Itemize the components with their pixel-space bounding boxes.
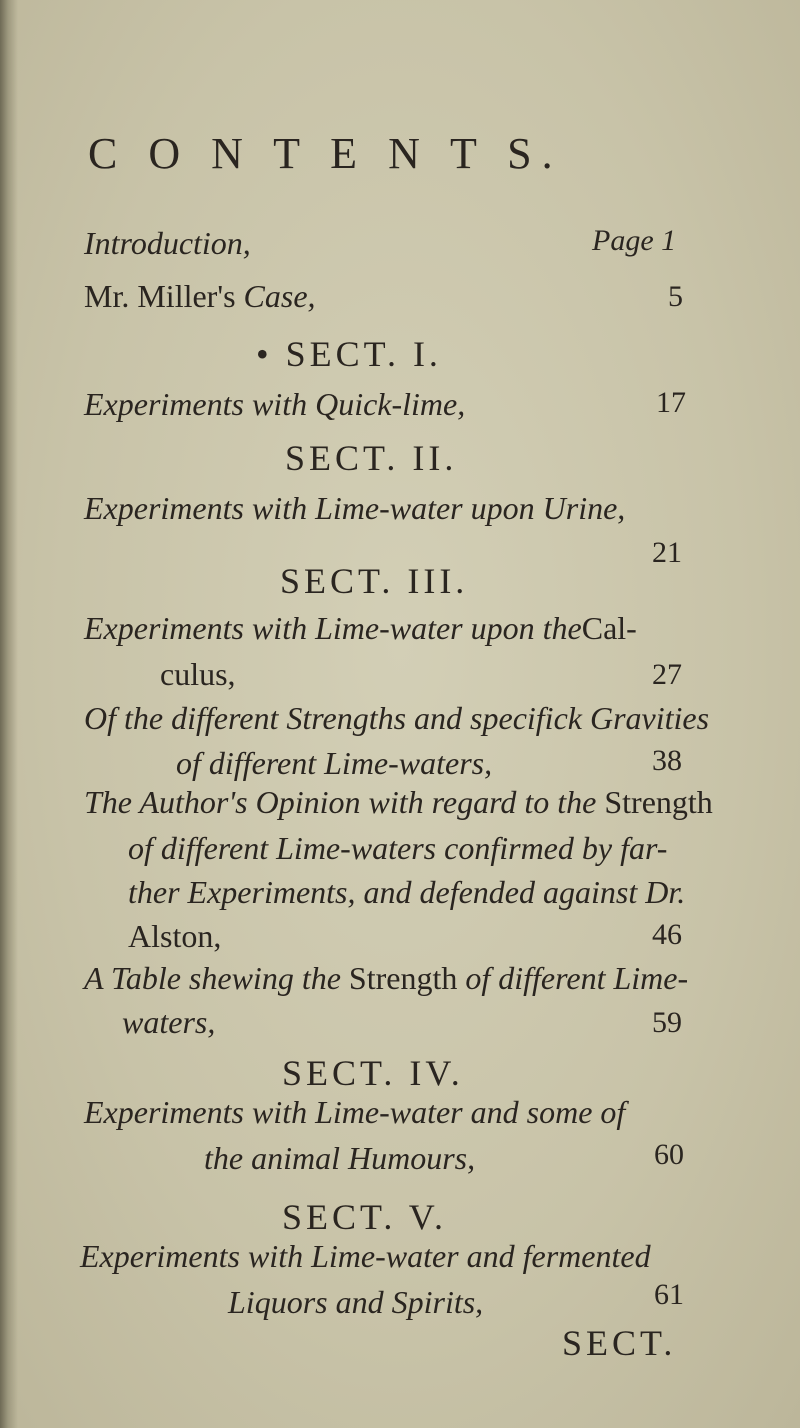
entry-opinion-line2: of different Lime-waters confirmed by far- [128,830,668,866]
page-number: 38 [652,744,682,777]
binding-gutter [0,0,18,1428]
page-title: C O N T E N T S. [88,129,563,178]
entry-humours-line2: the animal Humours, [204,1140,476,1176]
page-number: 5 [668,280,683,313]
page-number: 27 [652,658,682,691]
entry-quicklime: Experiments with Quick-lime, [84,386,466,422]
entry-calculus-text: Experiments with Lime-water upon the [84,610,582,646]
entry-humours: Experiments with Lime-water and some of [84,1094,626,1130]
entry-strengths: Of the different Strengths and specifick Gravities [84,700,710,736]
page-number: 61 [654,1278,684,1311]
entry-calculus [84,610,637,647]
entry-introduction: Introduction, [84,225,251,261]
entry-opinion-text: The Author's Opinion with regard to the [84,784,597,820]
entry-urine: Experiments with Lime-water upon Urine, [84,490,626,526]
entry-calculus-line2: culus, [160,656,236,692]
section-heading-1: • SECT. I. [256,334,442,374]
entry-opinion-line4: Alston, [128,918,222,954]
page-number: 17 [656,386,686,419]
page-number: 21 [652,536,682,569]
page-number: 46 [652,918,682,951]
page-number: 59 [652,1006,682,1039]
entry-opinion-strength: Strength [604,784,713,820]
page-label: Page 1 [592,224,677,257]
entry-table-text: A Table shewing the [84,960,341,996]
entry-liquors: Experiments with Lime-water and fermented [80,1238,651,1274]
entry-table [84,960,688,997]
section-heading-3: SECT. III. [280,561,469,601]
section-heading-2: SECT. II. [285,438,458,478]
entry-opinion-line3: ther Experiments, and defended against Dr. [128,874,686,910]
entry-miller-case [84,278,316,315]
catchword: SECT. [562,1323,677,1363]
entry-miller-case-word: Case, [243,278,316,314]
entry-table-text2: of different Lime- [465,960,689,996]
entry-table-strength: Strength [348,960,458,996]
entry-liquors-line2: Liquors and Spirits, [228,1284,484,1320]
entry-opinion [84,784,713,821]
entry-table-line2: waters, [122,1004,216,1040]
page-number: 60 [654,1138,684,1171]
entry-strengths-line2: of different Lime-waters, [176,745,493,781]
section-heading-5: SECT. V. [282,1197,448,1237]
entry-calculus-cont: Cal- [581,610,637,646]
section-heading-4: SECT. IV. [282,1053,464,1093]
entry-miller-name: Mr. Miller's [84,278,236,314]
